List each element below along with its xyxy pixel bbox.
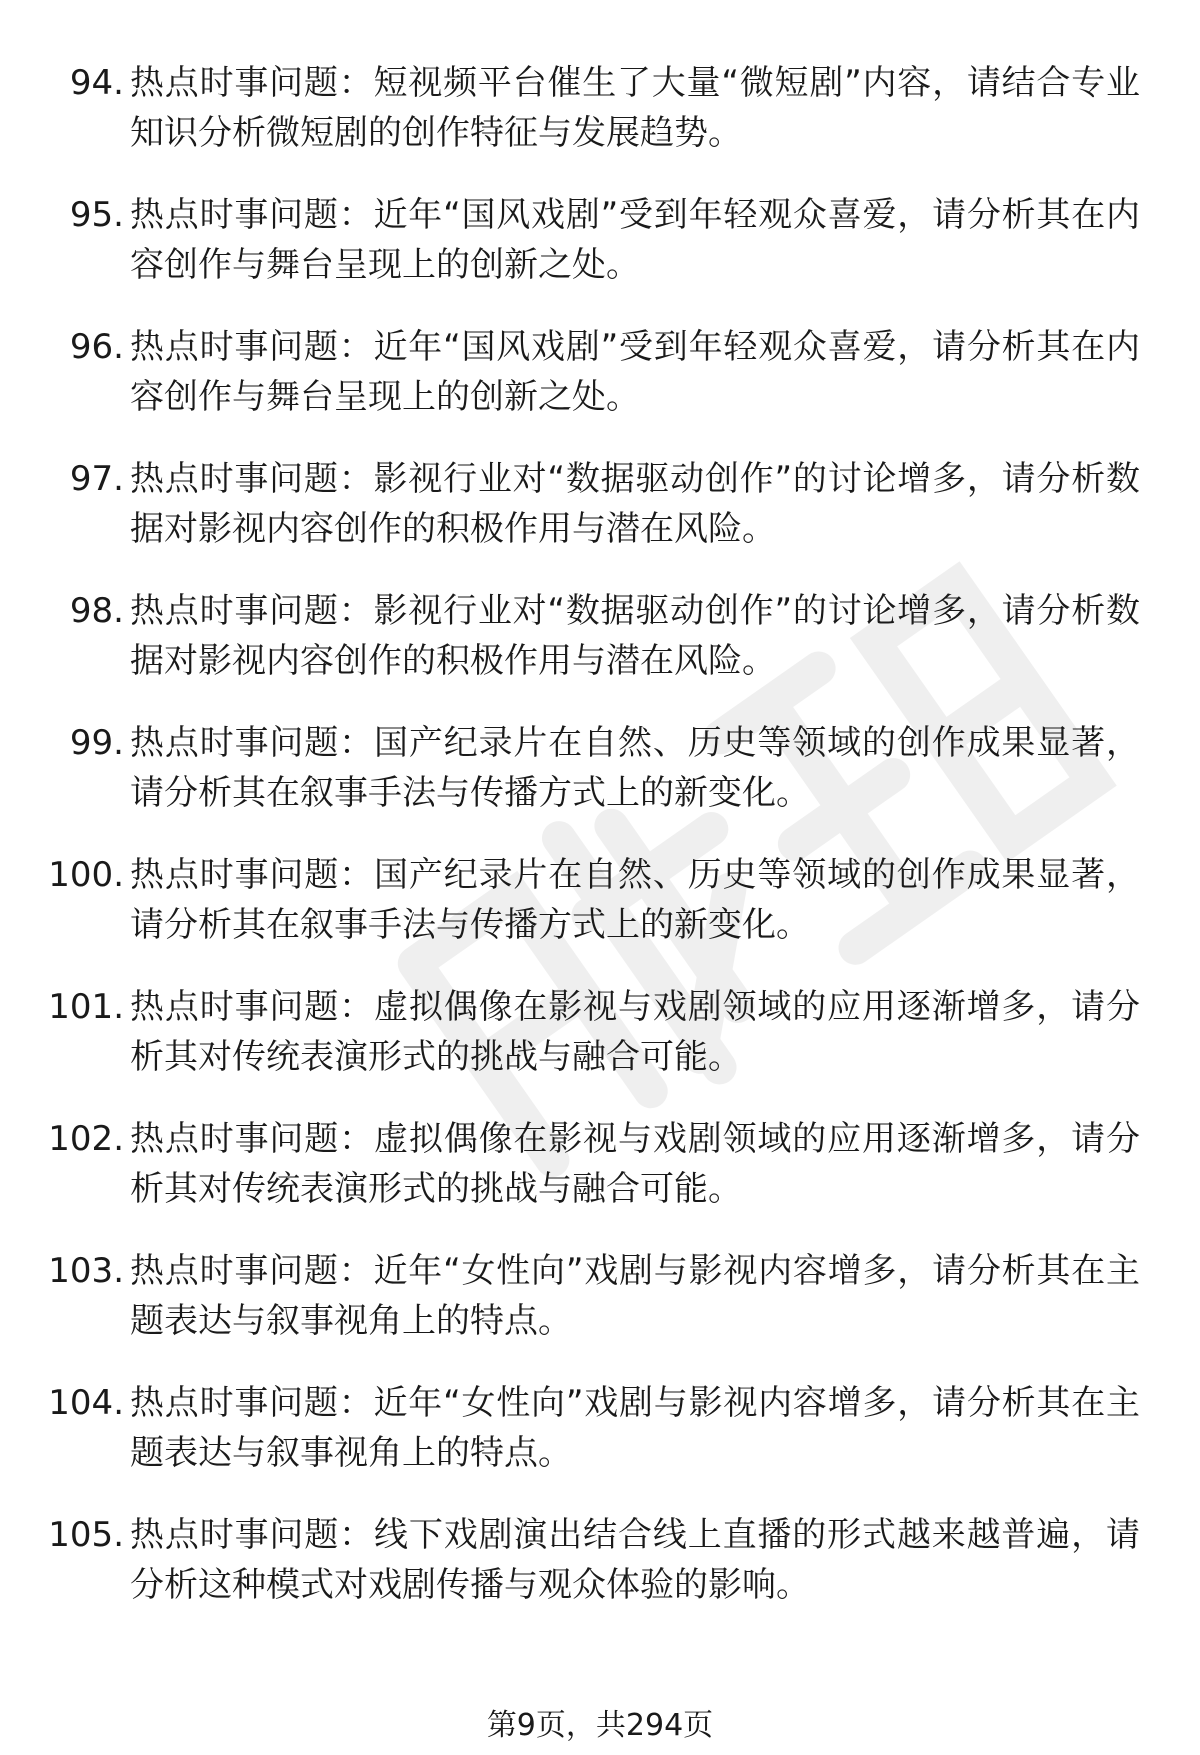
question-number: 95.	[69, 195, 124, 235]
question-text: 热点时事问题：虚拟偶像在影视与戏剧领域的应用逐渐增多，请分析其对传统表演形式的挑战与融合可能。	[130, 1119, 1140, 1209]
question-number: 96.	[69, 327, 124, 367]
list-item	[0, 1378, 1200, 1510]
question-number: 103.	[48, 1251, 124, 1291]
question-text: 热点时事问题：国产纪录片在自然、历史等领域的创作成果显著，请分析其在叙事手法与传播方式上的新变化。	[130, 855, 1140, 945]
question-text: 热点时事问题：短视频平台催生了大量“微短剧”内容，请结合专业知识分析微短剧的创作特征与发展趋势。	[130, 63, 1140, 153]
list-item	[0, 1114, 1200, 1246]
list-item	[0, 190, 1200, 322]
question-number: 102.	[48, 1119, 124, 1159]
question-text: 热点时事问题：近年“女性向”戏剧与影视内容增多，请分析其在主题表达与叙事视角上的特点。	[130, 1383, 1140, 1473]
question-text: 热点时事问题：虚拟偶像在影视与戏剧领域的应用逐渐增多，请分析其对传统表演形式的挑战与融合可能。	[130, 987, 1140, 1077]
question-text: 热点时事问题：影视行业对“数据驱动创作”的讨论增多，请分析数据对影视内容创作的积极作用与潜在风险。	[130, 591, 1140, 681]
list-item	[0, 58, 1200, 190]
list-item	[0, 322, 1200, 454]
question-text: 热点时事问题：近年“国风戏剧”受到年轻观众喜爱，请分析其在内容创作与舞台呈现上的创新之处。	[130, 195, 1140, 285]
list-item	[0, 850, 1200, 982]
question-text: 热点时事问题：线下戏剧演出结合线上直播的形式越来越普遍，请分析这种模式对戏剧传播与观众体验的影响。	[130, 1515, 1140, 1605]
question-number: 101.	[48, 987, 124, 1027]
list-item	[0, 718, 1200, 850]
list-item	[0, 982, 1200, 1114]
question-number: 99.	[69, 723, 124, 763]
question-number: 97.	[69, 459, 124, 499]
list-item	[0, 1510, 1200, 1642]
question-text: 热点时事问题：影视行业对“数据驱动创作”的讨论增多，请分析数据对影视内容创作的积极作用与潜在风险。	[130, 459, 1140, 549]
question-text: 热点时事问题：近年“女性向”戏剧与影视内容增多，请分析其在主题表达与叙事视角上的特点。	[130, 1251, 1140, 1341]
list-item	[0, 1246, 1200, 1378]
question-number: 100.	[48, 855, 124, 895]
question-number: 105.	[48, 1515, 124, 1555]
list-item	[0, 586, 1200, 718]
question-number: 94.	[69, 63, 124, 103]
question-number: 98.	[69, 591, 124, 631]
question-list	[0, 58, 1200, 1642]
list-item	[0, 454, 1200, 586]
question-number: 104.	[48, 1383, 124, 1423]
question-text: 热点时事问题：国产纪录片在自然、历史等领域的创作成果显著，请分析其在叙事手法与传播方式上的新变化。	[130, 723, 1140, 813]
page-number-footer: 第9页，共294页	[486, 1708, 714, 1743]
question-text: 热点时事问题：近年“国风戏剧”受到年轻观众喜爱，请分析其在内容创作与舞台呈现上的创新之处。	[130, 327, 1140, 417]
